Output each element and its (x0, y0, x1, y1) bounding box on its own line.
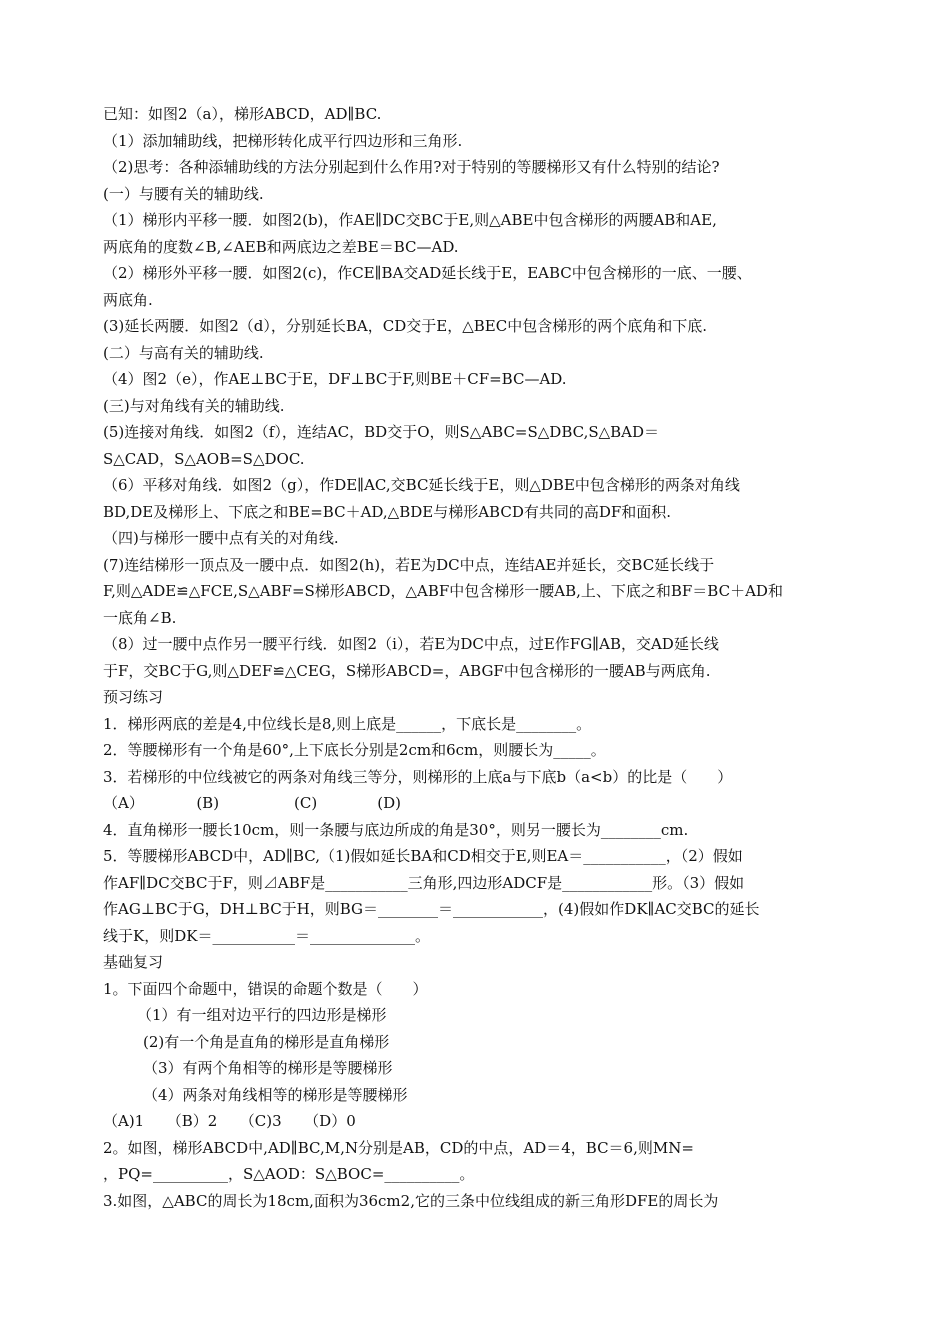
exercise-line: 线于K，则DK＝___________＝______________。 (103, 926, 430, 945)
text-line: （2)思考：各种添辅助线的方法分别起到什么作用?对于特别的等腰梯形又有什么特别的结论? (103, 158, 720, 176)
text-line: (7)连结梯形一顶点及一腰中点．如图2(h)，若E为DC中点，连结AE并延长，交BC延长线于 (103, 555, 715, 574)
text-line: 一底角∠B. (103, 608, 177, 627)
section-heading: (一）与腰有关的辅助线. (103, 184, 264, 203)
exercise-line: 2．等腰梯形有一个角是60°,上下底长分别是2cm和6cm，则腰长为_____。 (103, 741, 606, 759)
text-line: （4）图2（e），作AE⊥BC于E，DF⊥BC于F,则BE＋CF=BC—AD. (103, 370, 567, 388)
text-line: （2）梯形外平移一腰．如图2(c)，作CE∥BA交AD延长线于E，EABC中包含梯形的一底、一腰、 (103, 264, 752, 282)
exercise-line: 4．直角梯形一腰长10cm，则一条腰与底边所成的角是30°，则另一腰长为________cm. (103, 820, 689, 839)
text-line: （1）添加辅助线，把梯形转化成平行四边形和三角形. (103, 131, 463, 150)
text-line: 已知：如图2（a），梯形ABCD，AD∥BC. (103, 105, 382, 123)
document-body (103, 101, 855, 1214)
exercise-line: 1．梯形两底的差是4,中位线长是8,则上底是______，下底长是________。 (103, 714, 592, 733)
text-line: (5)连接对角线．如图2（f），连结AC，BD交于O，则S△ABC=S△DBC,S△BAD＝ (103, 423, 660, 441)
text-line: 两底角的度数∠B,∠AEB和两底边之差BE＝BC—AD. (103, 237, 459, 256)
exercise-line: 3．若梯形的中位线被它的两条对角线三等分，则梯形的上底a与下底b（a<b）的比是（ ） (103, 767, 733, 786)
section-heading: 基础复习 (103, 953, 164, 971)
section-heading: （四)与梯形一腰中点有关的对角线. (103, 529, 339, 547)
section-heading: (三)与对角线有关的辅助线. (103, 396, 285, 415)
answer-options: （A)1 （B）2 （C)3 （D）0 (103, 1112, 356, 1130)
proposition-item: (2)有一个角是直角的梯形是直角梯形 (143, 1032, 390, 1051)
text-line: （8）过一腰中点作另一腰平行线．如图2（i），若E为DC中点，过E作FG∥AB，交AD延长线 (103, 635, 719, 653)
exercise-line: 1。下面四个命题中，错误的命题个数是（ ） (103, 979, 428, 998)
proposition-item: （3）有两个角相等的梯形是等腰梯形 (143, 1059, 393, 1077)
answer-options: （A） (B) (C) (D) (103, 794, 401, 812)
text-line: BD,DE及梯形上、下底之和BE=BC＋AD,△BDE与梯形ABCD有共同的高DF和面积. (103, 502, 672, 521)
text-line: (3)延长两腰．如图2（d），分别延长BA，CD交于E，△BEC中包含梯形的两个底角和下底. (103, 317, 707, 335)
text-line: （1）梯形内平移一腰．如图2(b)，作AE∥DC交BC于E,则△ABE中包含梯形的两腰AB和AE, (103, 211, 717, 229)
text-line: F,则△ADE≌△FCE,S△ABF=S梯形ABCD，△ABF中包含梯形一腰AB,上、下底之和BF＝BC＋AD和 (103, 582, 783, 600)
proposition-item: （4）两条对角线相等的梯形是等腰梯形 (143, 1085, 408, 1104)
exercise-line: 2。如图，梯形ABCD中,AD∥BC,M,N分别是AB，CD的中点，AD＝4，BC＝6,则MN= (103, 1138, 694, 1157)
proposition-item: （1）有一组对边平行的四边形是梯形 (137, 1006, 387, 1024)
section-heading: 预习练习 (103, 688, 164, 706)
section-heading: (二）与高有关的辅助线. (103, 343, 264, 362)
text-line: 于F，交BC于G,则△DEF≌△CEG，S梯形ABCD=，ABGF中包含梯形的一腰AB与两底角. (103, 661, 711, 680)
exercise-line: 3.如图，△ABC的周长为18cm,面积为36cm2,它的三条中位线组成的新三角形DFE的周长为 (103, 1191, 719, 1210)
exercise-line: 作AF∥DC交BC于F，则⊿ABF是___________三角形,四边形ADCF是____________形。（3）假如 (103, 873, 745, 892)
text-line: S△CAD，S△AOB=S△DOC. (103, 449, 305, 468)
text-line: 两底角. (103, 290, 153, 309)
exercise-line: ，PQ=__________，S△AOD：S△BOC=__________。 (103, 1165, 475, 1183)
exercise-line: 作AG⊥BC于G，DH⊥BC于H，则BG＝________＝____________，(4)假如作DK∥AC交BC的延长 (103, 900, 760, 918)
text-line: （6）平移对角线．如图2（g），作DE∥AC,交BC延长线于E，则△DBE中包含梯形的两条对角线 (103, 476, 740, 494)
exercise-line: 5．等腰梯形ABCD中，AD∥BC,（1)假如延长BA和CD相交于E,则EA＝___________，（2）假如 (103, 847, 743, 865)
